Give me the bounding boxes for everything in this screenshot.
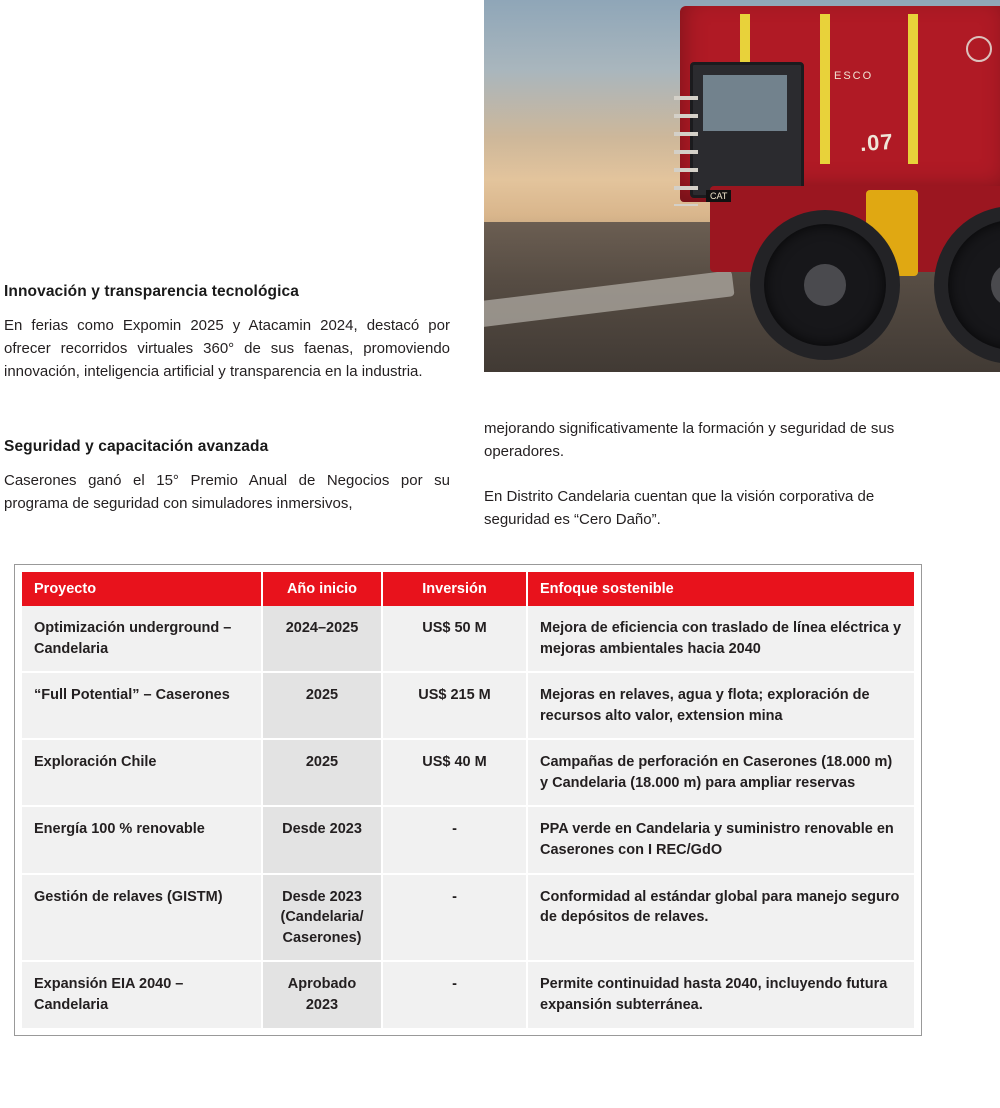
cell-proyecto: Gestión de relaves (GISTM) bbox=[22, 874, 262, 962]
projects-table-container bbox=[14, 564, 922, 1036]
column-header-enfoque: Enfoque sostenible bbox=[527, 572, 914, 606]
cell-anio: Desde 2023 (Candelaria/ Caserones) bbox=[262, 874, 382, 962]
article-top-section bbox=[0, 0, 1000, 545]
cell-anio: Desde 2023 bbox=[262, 806, 382, 873]
cell-enfoque: Mejoras en relaves, agua y flota; exploración de recursos alto valor, extension mina bbox=[527, 672, 914, 739]
cell-enfoque: Mejora de eficiencia con traslado de línea eléctrica y mejoras ambientales hacia 2040 bbox=[527, 606, 914, 672]
cell-inversion: US$ 40 M bbox=[382, 739, 527, 806]
cell-inversion: - bbox=[382, 961, 527, 1027]
truck-manufacturer-tag: CAT bbox=[706, 190, 731, 202]
right-paragraph-2: En Distrito Candelaria cuentan que la visión corporativa de seguridad es “Cero Daño”. bbox=[484, 487, 875, 528]
column-header-proyecto: Proyecto bbox=[22, 572, 262, 606]
cell-inversion: US$ 50 M bbox=[382, 606, 527, 672]
section-seguridad-heading: Seguridad y capacitación avanzada bbox=[4, 438, 269, 455]
column-header-inversion: Inversión bbox=[382, 572, 527, 606]
cell-anio: Aprobado 2023 bbox=[262, 961, 382, 1027]
wheel-hub bbox=[804, 264, 845, 305]
truck-brand-mark: ESCO bbox=[834, 70, 874, 82]
watermark-icon bbox=[966, 36, 992, 62]
table-row bbox=[22, 961, 914, 1027]
right-paragraph-1: mejorando significativamente la formación y seguridad de sus operadores. bbox=[484, 420, 895, 460]
table-row bbox=[22, 874, 914, 962]
mining-truck-photo bbox=[484, 0, 1000, 372]
cell-proyecto: Optimización underground – Candelaria bbox=[22, 606, 262, 672]
table-row bbox=[22, 739, 914, 806]
cell-enfoque: Campañas de perforación en Caserones (18.000 m) y Candelaria (18.000 m) para ampliar reservas bbox=[527, 739, 914, 806]
section-seguridad-paragraph: Caserones ganó el 15° Premio Anual de Negocios por su programa de seguridad con simuladores inmersivos, bbox=[4, 472, 450, 512]
right-text-block bbox=[484, 418, 934, 532]
table-body bbox=[22, 606, 914, 1028]
truck-bed-rib bbox=[820, 14, 830, 164]
table-header bbox=[22, 572, 914, 606]
truck-windshield bbox=[703, 75, 787, 131]
projects-table bbox=[22, 572, 914, 1028]
cell-proyecto: “Full Potential” – Caserones bbox=[22, 672, 262, 739]
column-header-anio: Año inicio bbox=[262, 572, 382, 606]
table-row bbox=[22, 606, 914, 672]
section-innovacion-paragraph: En ferias como Expomin 2025 y Atacamin 2024, destacó por ofrecer recorridos virtuales 360° de sus faenas, promoviendo innovación, inteligencia artificial y transparencia en la industria. bbox=[4, 317, 450, 380]
cell-proyecto: Energía 100 % renovable bbox=[22, 806, 262, 873]
cell-anio: 2025 bbox=[262, 739, 382, 806]
section-innovacion-heading: Innovación y transparencia tecnológica bbox=[4, 283, 299, 300]
cell-inversion: - bbox=[382, 806, 527, 873]
section-seguridad bbox=[4, 438, 450, 516]
cell-anio: 2025 bbox=[262, 672, 382, 739]
table-row bbox=[22, 806, 914, 873]
section-innovacion bbox=[4, 283, 450, 406]
cell-enfoque: Permite continuidad hasta 2040, incluyendo futura expansión subterránea. bbox=[527, 961, 914, 1027]
cell-inversion: US$ 215 M bbox=[382, 672, 527, 739]
cell-anio: 2024–2025 bbox=[262, 606, 382, 672]
table-row bbox=[22, 672, 914, 739]
right-column bbox=[484, 0, 1000, 528]
truck-cab bbox=[690, 62, 804, 198]
cell-proyecto: Expansión EIA 2040 – Candelaria bbox=[22, 961, 262, 1027]
truck-number-label: .07 bbox=[859, 128, 895, 157]
truck-front-wheel bbox=[750, 210, 900, 360]
cell-proyecto: Exploración Chile bbox=[22, 739, 262, 806]
truck-access-ladder bbox=[674, 96, 698, 206]
cell-enfoque: Conformidad al estándar global para manejo seguro de depósitos de relaves. bbox=[527, 874, 914, 962]
wheel-hub bbox=[991, 263, 1000, 307]
truck-bed-rib bbox=[908, 14, 918, 164]
table-header-row bbox=[22, 572, 914, 606]
cell-enfoque: PPA verde en Candelaria y suministro renovable en Caserones con I REC/GdO bbox=[527, 806, 914, 873]
cell-inversion: - bbox=[382, 874, 527, 962]
